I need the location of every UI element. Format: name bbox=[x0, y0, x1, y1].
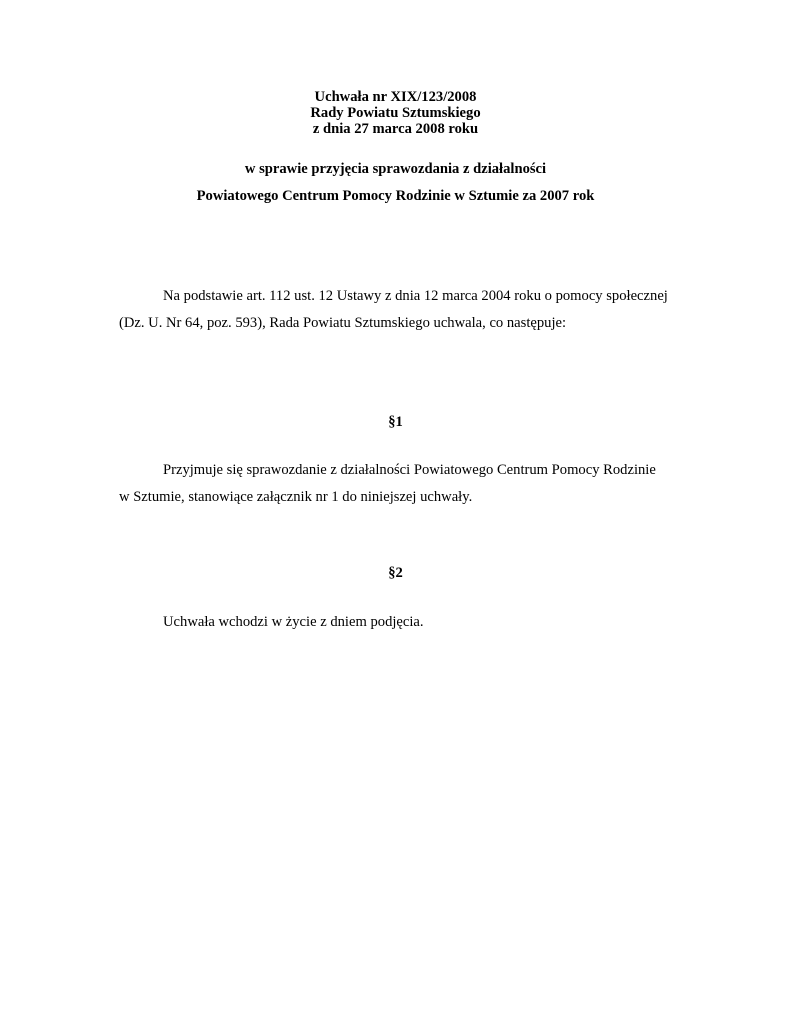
subject-line-1: w sprawie przyjęcia sprawozdania z działalności bbox=[244, 161, 547, 177]
section-1-heading: §1 bbox=[388, 414, 403, 430]
section-1-line-2: w Sztumie, stanowiące załącznik nr 1 do niniejszej uchwały. bbox=[119, 489, 473, 505]
preamble-line-2: (Dz. U. Nr 64, poz. 593), Rada Powiatu Sztumskiego uchwala, co następuje: bbox=[119, 315, 567, 331]
resolution-number: Uchwała nr XIX/123/2008 bbox=[314, 89, 477, 105]
subject-line-2: Powiatowego Centrum Pomocy Rodzinie w Sztumie za 2007 rok bbox=[196, 188, 595, 204]
council-name: Rady Powiatu Sztumskiego bbox=[310, 105, 481, 121]
section-1-line-1: Przyjmuje się sprawozdanie z działalności Powiatowego Centrum Pomocy Rodzinie bbox=[163, 462, 656, 478]
section-2-line-1: Uchwała wchodzi w życie z dniem podjęcia. bbox=[163, 614, 424, 630]
resolution-date: z dnia 27 marca 2008 roku bbox=[312, 121, 479, 137]
preamble-line-1: Na podstawie art. 112 ust. 12 Ustawy z dnia 12 marca 2004 roku o pomocy społecznej bbox=[163, 288, 668, 304]
section-2-heading: §2 bbox=[388, 565, 403, 581]
